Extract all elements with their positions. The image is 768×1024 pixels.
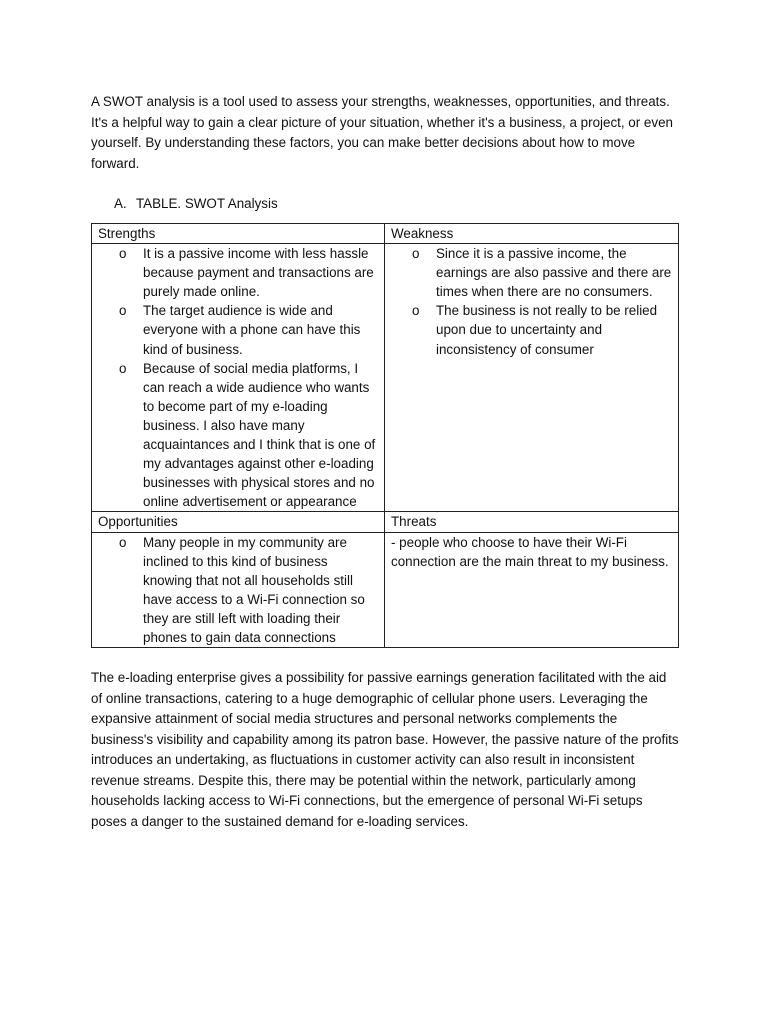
document-page xyxy=(91,92,681,832)
weakness-heading: Weakness xyxy=(385,224,679,244)
swot-table xyxy=(91,223,679,648)
opportunities-list xyxy=(98,533,379,648)
intro-paragraph: A SWOT analysis is a tool used to assess your strengths, weaknesses, opportunities, and threats. It's a helpful way to gain a clear picture of your situation, whether it's a business, a project, or even yourself. By understanding these factors, you can make better decisions about how to move forward. xyxy=(91,94,673,171)
strengths-list xyxy=(98,244,379,511)
threats-text: - people who choose to have their Wi-Fi connection are the main threat to my business. xyxy=(391,534,669,569)
table-row xyxy=(92,224,679,244)
bullet-icon: o xyxy=(119,534,127,550)
strengths-heading: Strengths xyxy=(92,224,385,244)
list-item: o Many people in my community are inclined to this kind of business knowing that not all households still have access to a Wi-Fi connection so they are still left with loading their phones to gain data connections xyxy=(119,534,365,645)
bullet-icon: o xyxy=(119,303,127,319)
opportunities-cell xyxy=(92,532,385,648)
bullet-icon: o xyxy=(412,303,420,319)
table-row xyxy=(92,512,679,532)
strengths-cell xyxy=(92,244,385,512)
conclusion-paragraph: The e-loading enterprise gives a possibility for passive earnings generation facilitated with the aid of online transactions, catering to a huge demographic of cellular phone users. Leveraging the expansive attainment of social media structures and personal networks complements the business's visibility and capability among its patron base. However, the passive nature of the profits introduces an undertaking, as fluctuations in customer activity can also result in inconsistent revenue streams. Despite this, there may be potential within the network, particularly among households lacking access to Wi-Fi connections, but the emergence of personal Wi-Fi setups poses a danger to the sustained demand for e-loading services. xyxy=(91,670,679,829)
threats-cell xyxy=(385,532,679,648)
list-item: o Because of social media platforms, I can reach a wide audience who wants to become part of my e-loading business. I also have many acquaintances and I think that is one of my advantages against other e-loading businesses with physical stores and no online advertisement or appearance xyxy=(119,360,376,510)
bullet-icon: o xyxy=(412,246,420,262)
table-row xyxy=(92,532,679,648)
threats-heading: Threats xyxy=(385,512,679,532)
table-caption xyxy=(91,194,681,214)
list-item: o It is a passive income with less hassle because payment and transactions are purely made online. xyxy=(119,246,374,300)
bullet-icon: o xyxy=(119,360,127,376)
caption-marker: A. xyxy=(114,196,127,211)
opportunities-heading: Opportunities xyxy=(92,512,385,532)
bullet-icon: o xyxy=(119,246,127,262)
list-item: o The target audience is wide and everyone with a phone can have this kind of business. xyxy=(119,303,361,357)
table-row xyxy=(92,244,679,512)
caption-text: TABLE. SWOT Analysis xyxy=(136,196,278,211)
weakness-cell xyxy=(385,244,679,512)
weakness-list xyxy=(391,244,673,359)
list-item: o Since it is a passive income, the earnings are also passive and there are times when there are no consumers. xyxy=(412,246,672,300)
list-item: o The business is not really to be relied upon due to uncertainty and inconsistency of consumer xyxy=(412,303,658,357)
